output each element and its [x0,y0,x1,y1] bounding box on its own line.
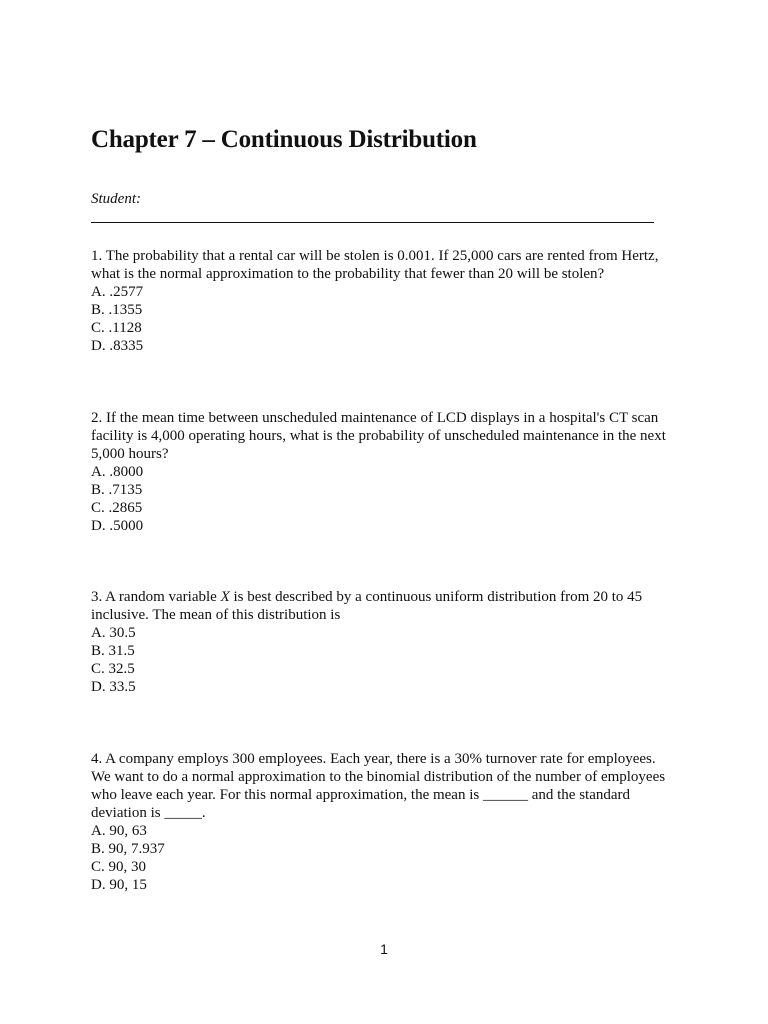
answer-option-b: B. 90, 7.937 [91,841,165,857]
stem-text: 3. A random variable [91,589,221,605]
answer-option-a: A. 90, 63 [91,823,147,839]
answer-option-d: D. 33.5 [91,679,136,695]
variable-symbol: X [220,589,230,605]
answer-option-c: C. 32.5 [91,661,135,677]
answer-option-d: D. .8335 [91,338,144,354]
answer-option-a: A. .2577 [91,284,144,300]
question-stem: 4. A company employs 300 employees. Each year, there is a 30% turnover rate for employees. We want to do a normal approximation to the binomial distribution of the number of employees who leave each year. For this normal approximation, the mean is ______ and the standard deviation is _____. [91,751,666,821]
stem-text: is best described by a continuous uniform distribution from 20 to 45 inclusive. The mean of this distribution is [91,589,643,623]
question-2 [91,409,671,535]
question-stem: 1. The probability that a rental car will be stolen is 0.001. If 25,000 cars are rented from Hertz, what is the normal approximation to the probability that fewer than 20 will be stolen? [91,248,659,282]
student-name-line [91,222,654,223]
answer-option-b: B. .7135 [91,482,143,498]
question-1 [91,247,671,355]
answer-option-a: A. 30.5 [91,625,136,641]
answer-option-a: A. .8000 [91,464,144,480]
page-number: 1 [380,941,388,957]
answer-option-d: D. .5000 [91,518,144,534]
question-4 [91,750,671,894]
question-stem: 2. If the mean time between unscheduled maintenance of LCD displays in a hospital's CT scan facility is 4,000 operating hours, what is the probability of unscheduled maintenance in the next 5,000 hours? [91,410,666,462]
answer-option-c: C. .2865 [91,500,143,516]
answer-option-c: C. .1128 [91,320,142,336]
page-title: Chapter 7 – Continuous Distribution [91,126,477,153]
answer-option-b: B. 31.5 [91,643,135,659]
question-3 [91,588,671,696]
student-label: Student: [91,191,141,207]
question-stem [91,588,671,624]
answer-option-c: C. 90, 30 [91,859,147,875]
answer-option-b: B. .1355 [91,302,143,318]
answer-option-d: D. 90, 15 [91,877,147,893]
